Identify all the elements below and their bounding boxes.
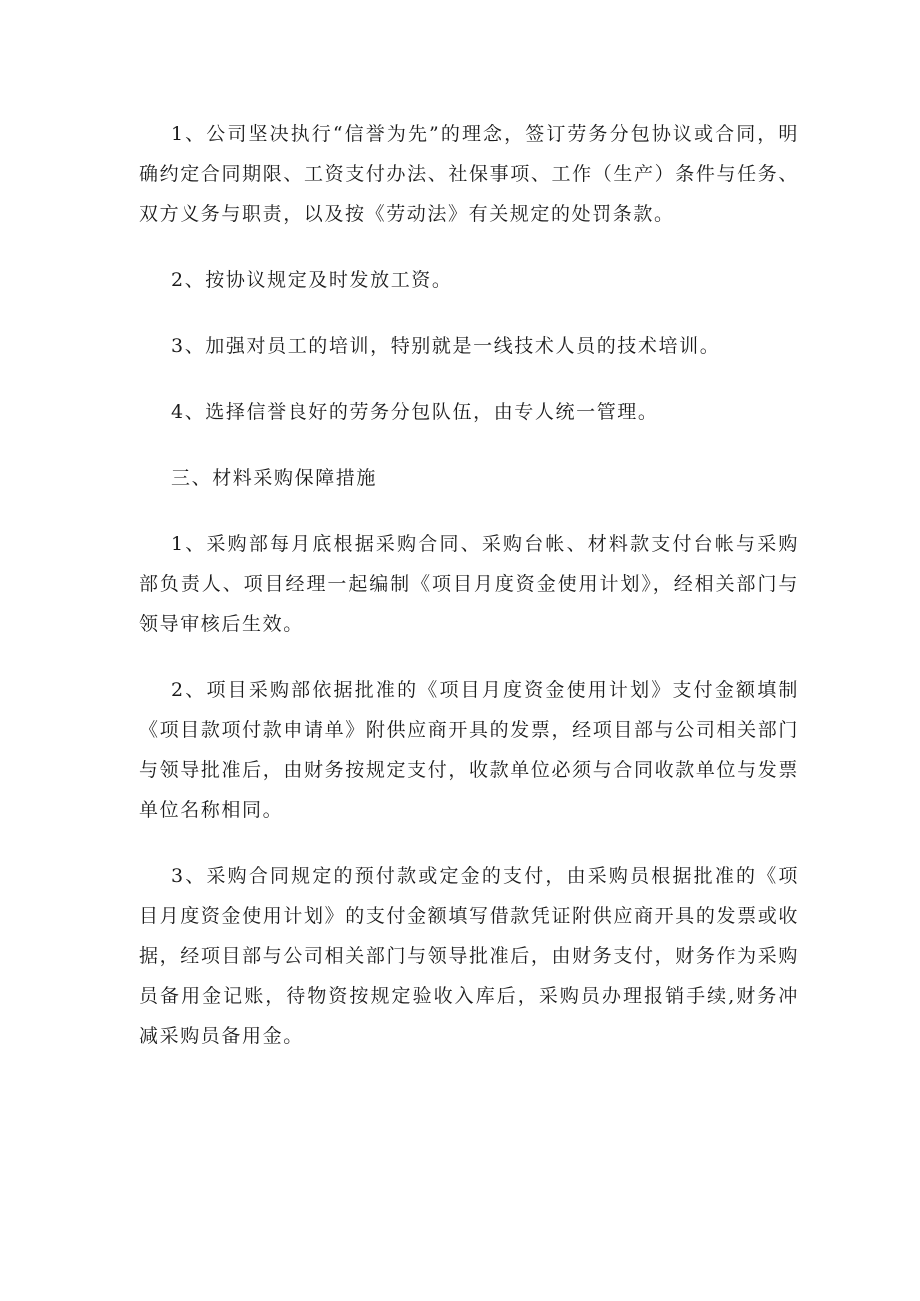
paragraph-wage-payment: 2、按协议规定及时发放工资。 — [171, 269, 453, 291]
paragraph-payment-application: 2、项目采购部依据批准的《项目月度资金使用计划》支付金额填制《项目款项付款申请单》附供应商开具的发票，经项目部与公司相关部门与领导批准后，由财务按规定支付，收款单位必须与合同收款单位与发票单位名称相同。 — [139, 679, 799, 821]
paragraph-subcontractor-selection: 4、选择信誉良好的劳务分包队伍，由专人统一管理。 — [171, 401, 659, 423]
document-body — [139, 114, 799, 1056]
paragraph-monthly-fund-plan: 1、采购部每月底根据采购合同、采购台帐、材料款支付台帐与采购部负责人、项目经理一起编制《项目月度资金使用计划》，经相关部门与领导审核后生效。 — [139, 533, 799, 635]
paragraph-advance-payment: 3、采购合同规定的预付款或定金的支付，由采购员根据批准的《项目月度资金使用计划》的支付金额填写借款凭证附供应商开具的发票或收据，经项目部与公司相关部门与领导批准后，由财务支付，财务作为采购员备用金记账，待物资按规定验收入库后，采购员办理报销手续,财务冲减采购员备用金。 — [139, 865, 799, 1047]
paragraph-labor-agreement: 1、公司坚决执行“信誉为先”的理念，签订劳务分包协议或合同，明确约定合同期限、工资支付办法、社保事项、工作（生产）条件与任务、双方义务与职责，以及按《劳动法》有关规定的处罚条款。 — [139, 123, 799, 225]
section-heading-material-procurement: 三、材料采购保障措施 — [171, 467, 378, 489]
paragraph-staff-training: 3、加强对员工的培训，特别就是一线技术人员的技术培训。 — [171, 335, 721, 357]
